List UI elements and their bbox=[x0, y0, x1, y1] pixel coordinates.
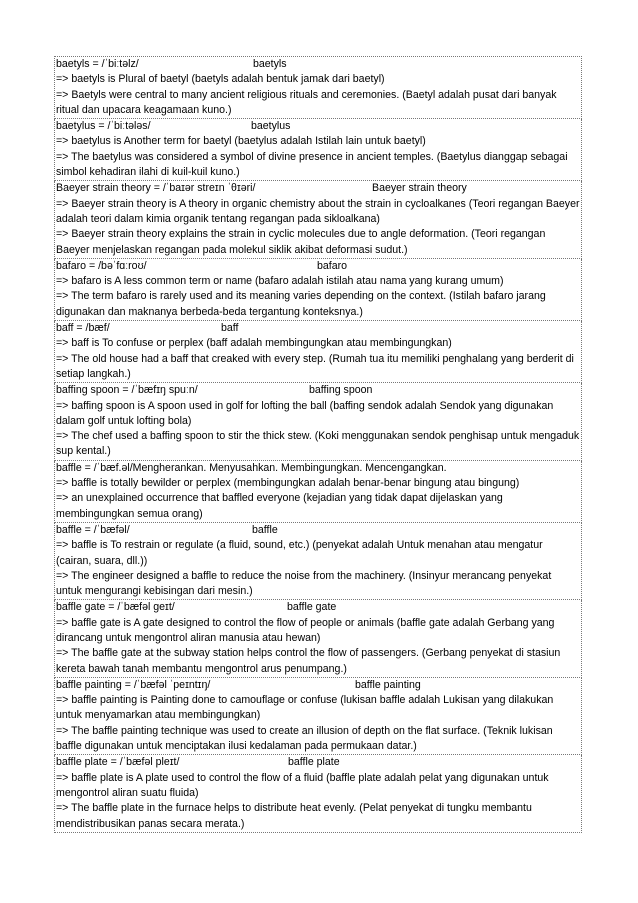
entry-term: baffle bbox=[252, 523, 278, 536]
entry-pronunciation: baffle gate = /ˈbæfəl ɡeɪt/ bbox=[56, 601, 175, 614]
entry-term: baffing spoon bbox=[309, 384, 373, 397]
dictionary-entry-baffle-plate bbox=[54, 755, 582, 832]
entry-term: baffle painting bbox=[355, 678, 421, 691]
entry-definition: => baffle is To restrain or regulate (a fluid, sound, etc.) (penyekat adalah Untuk menahan atau mengatur (cairan, suara, dll.)) bbox=[56, 539, 543, 567]
entry-term: baffle plate bbox=[288, 756, 340, 769]
entry-example: => Baetyls were central to many ancient religious rituals and ceremonies. (Baetyl adalah pusat dari banyak ritual dan upacara keagamaan kuno.) bbox=[56, 88, 557, 116]
entry-heading bbox=[56, 181, 580, 196]
entry-definition: => Baeyer strain theory is A theory in organic chemistry about the strain in cycloalkanes (Teori regangan Baeyer adalah teori dalam kimia organik tentang regangan pada sikloalkana) bbox=[56, 197, 580, 225]
entry-pronunciation: baffle painting = /ˈbæfəl ˈpeɪntɪŋ/ bbox=[56, 678, 211, 691]
entry-example: => The engineer designed a baffle to reduce the noise from the machinery. (Insinyur merancang penyekat untuk mengurangi kebisingan dari mesin.) bbox=[56, 569, 552, 598]
entry-definition: => baffle gate is A gate designed to control the flow of people or animals (baffle gate adalah Gerbang yang dirancang untuk mengontrol aliran manusia atau hewan) bbox=[56, 616, 555, 644]
dictionary-entry-bafaro bbox=[54, 259, 582, 321]
entry-term: baetyls bbox=[253, 58, 287, 70]
entry-definition: => baff is To confuse or perplex (baff adalah membingungkan atau membingungkan) bbox=[56, 337, 452, 350]
entry-heading bbox=[56, 461, 580, 476]
entry-heading bbox=[56, 259, 580, 274]
entry-definition: => baffle painting is Painting done to camouflage or confuse (lukisan baffle adalah Lukisan yang dilakukan untuk menyamarkan atau membingungkan) bbox=[56, 694, 554, 722]
entry-heading bbox=[56, 523, 580, 538]
entry-heading bbox=[56, 755, 580, 770]
entry-pronunciation: bafaro = /bəˈfɑːroʊ/ bbox=[56, 259, 147, 272]
entry-example: => The chef used a baffing spoon to stir the thick stew. (Koki menggunakan sendok penghisap untuk mengaduk sup kental.) bbox=[56, 430, 580, 458]
entry-heading bbox=[56, 678, 580, 693]
entry-example: => The term bafaro is rarely used and its meaning varies depending on the context. (Istilah bafaro jarang digunakan dan maknanya berbeda-beda tergantung konteksnya.) bbox=[56, 290, 546, 318]
entry-heading bbox=[56, 600, 580, 615]
entry-pronunciation: baetylus = /ˈbiːtələs/ bbox=[56, 120, 151, 133]
entry-pronunciation: baffing spoon = /ˈbæfɪŋ spuːn/ bbox=[56, 384, 198, 397]
entry-term: Baeyer strain theory bbox=[372, 182, 467, 195]
entry-definition: => baffle plate is A plate used to control the flow of a fluid (baffle plate adalah pelat yang digunakan untuk mengontrol aliran suatu fluida) bbox=[56, 771, 549, 799]
dictionary-entry-baetylus bbox=[54, 119, 582, 181]
entry-example: => The baetylus was considered a symbol of divine presence in ancient temples. (Baetylus dianggap sebagai simbol kehadiran ilahi di kuil-kuil kuno.) bbox=[56, 150, 568, 179]
entry-pronunciation: baffle = /ˈbæfəl/ bbox=[56, 523, 130, 536]
dictionary-entry-baffle-gate bbox=[54, 600, 582, 677]
entry-definition: => bafaro is A less common term or name (bafaro adalah istilah atau nama yang kurang umum) bbox=[56, 275, 504, 288]
entry-example: => Baeyer strain theory explains the strain in cyclic molecules due to angle deformation. (Teori regangan Baeyer menjelaskan regangan pada molekul siklik akibat deformasi sudut.) bbox=[56, 228, 546, 256]
entry-definition: => baffing spoon is A spoon used in golf for lofting the ball (baffing sendok adalah Sendok yang digunakan dalam golf untuk lofting bola) bbox=[56, 399, 554, 427]
dictionary-entry-baffle-2 bbox=[54, 523, 582, 600]
entry-example: => The baffle gate at the subway station helps control the flow of passengers. (Gerbang penyekat di stasiun kereta bawah tanah membantu mengontrol arus penumpang.) bbox=[56, 647, 561, 675]
entry-pronunciation: baffle = /ˈbæf.əl/ bbox=[56, 461, 133, 474]
entry-definition: => baffle is totally bewilder or perplex (membingungkan adalah benar-benar bingung atau bingung) bbox=[56, 477, 520, 490]
entry-definition: => baetyls is Plural of baetyl (baetyls adalah bentuk jamak dari baetyl) bbox=[56, 73, 385, 86]
entry-heading bbox=[56, 57, 580, 72]
entry-example: => an unexplained occurrence that baffled everyone (kejadian yang tidak dapat dijelaskan yang membingungkan semua orang) bbox=[56, 492, 503, 520]
entry-heading bbox=[56, 119, 580, 134]
entry-example: => The baffle plate in the furnace helps to distribute heat evenly. (Pelat penyekat di tungku membantu mendistribusikan panas secara merata.) bbox=[56, 802, 532, 830]
dictionary-entry-baeyer-strain-theory bbox=[54, 181, 582, 258]
dictionary-entry-baffle-1 bbox=[54, 461, 582, 523]
dictionary-entry-baffle-painting bbox=[54, 678, 582, 755]
entry-example: => The old house had a baff that creaked with every step. (Rumah tua itu memiliki penghalang yang berderit di setiap langkah.) bbox=[56, 352, 574, 380]
entry-term: baff bbox=[221, 322, 239, 335]
entry-term: baetylus bbox=[251, 120, 291, 133]
entry-pronunciation: baff = /bæf/ bbox=[56, 322, 110, 335]
entry-pronunciation: baffle plate = /ˈbæfəl pleɪt/ bbox=[56, 756, 180, 769]
entry-heading bbox=[56, 383, 580, 398]
entry-heading bbox=[56, 321, 580, 336]
entry-definition: => baetylus is Another term for baetyl (baetylus adalah Istilah lain untuk baetyl) bbox=[56, 135, 426, 148]
entry-pronunciation: baetyls = /ˈbiːtəlz/ bbox=[56, 58, 139, 70]
dictionary-entry-baff bbox=[54, 321, 582, 383]
entry-pronunciation: Baeyer strain theory = /ˈbaɪər streɪn ˈθɪəri/ bbox=[56, 182, 256, 195]
dictionary-entry-baffing-spoon bbox=[54, 383, 582, 460]
dictionary-entry-baetyls bbox=[54, 56, 582, 119]
entry-term: baffle gate bbox=[287, 601, 337, 614]
entry-term: bafaro bbox=[317, 259, 348, 272]
dictionary-document bbox=[54, 56, 582, 833]
entry-term: Mengherankan. Menyusahkan. Membingungkan. Mencengangkan. bbox=[132, 461, 447, 474]
entry-example: => The baffle painting technique was used to create an illusion of depth on the flat surface. (Teknik lukisan baffle digunakan untuk menciptakan ilusi kedalaman pada permukaan datar.) bbox=[56, 724, 553, 753]
